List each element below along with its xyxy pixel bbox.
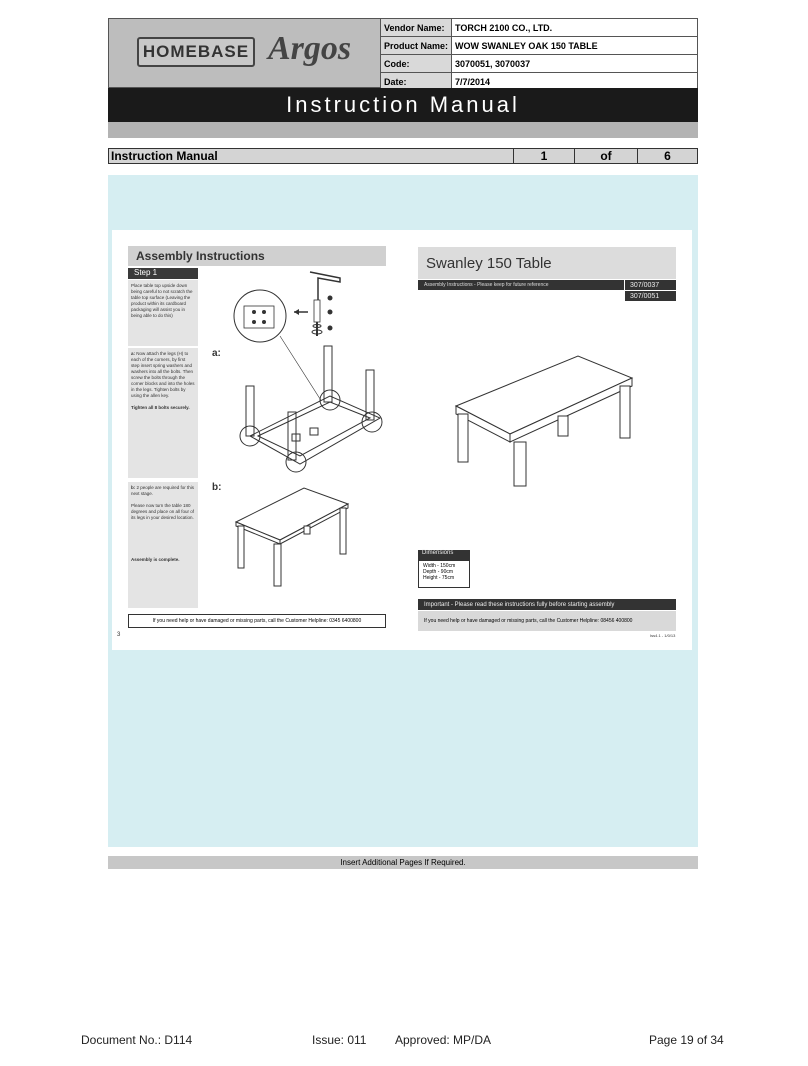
step-a-head: a: (131, 351, 136, 356)
table-illustration-large (450, 350, 640, 490)
table-upright-small (236, 488, 348, 586)
dimension-width: Width - 150cm (423, 563, 456, 569)
code-box-2: 307/0051 (625, 291, 676, 301)
code-label: Code: (381, 55, 452, 73)
page-row (108, 148, 698, 164)
allen-key (310, 272, 340, 300)
product-label: Product Name: (381, 37, 452, 55)
dimensions-box (418, 560, 470, 588)
important-strip: Important - Please read these instructions fully before starting assembly (418, 599, 676, 610)
insert-note: Insert Additional Pages If Required. (108, 856, 698, 869)
step-b-label: b: (212, 482, 222, 493)
date-label: Date: (381, 73, 452, 91)
product-title: Swanley 150 Table (418, 247, 676, 279)
banner-title: Instruction Manual (108, 88, 698, 122)
page-row-of: of (575, 149, 638, 164)
footer-doc-no: Document No.: D114 (81, 1033, 193, 1047)
assembly-illustration (200, 266, 386, 608)
step-text: Place table top upside down being careful to not scratch the table top surface (Leaving the product within its cardboard packaging will assist you in being able to do this) (131, 283, 193, 318)
vendor-label: Vendor Name: (381, 19, 452, 37)
argos-logo: Argos (268, 30, 352, 67)
helpline-right: If you need help or have damaged or missing parts, call the Customer Helpline: 08456 400800 (418, 611, 676, 631)
step-a-label: a: (212, 348, 221, 359)
grey-strip (108, 122, 698, 138)
date-value: 7/7/2014 (452, 73, 698, 91)
step-a-box (128, 348, 198, 478)
page-row-page: 1 (514, 149, 575, 164)
step-b-head: b: (131, 485, 136, 490)
footer-page: Page 19 of 34 (649, 1033, 724, 1047)
footer-issue: Issue: 011 (312, 1033, 367, 1047)
step-label: Step 1 (128, 268, 198, 279)
footer-approved: Approved: MP/DA (395, 1033, 492, 1047)
assembly-complete: Assembly is complete. (131, 557, 180, 562)
sheet-page-number: 3 (117, 632, 121, 638)
detail-magnifier (234, 290, 286, 342)
sheet-issue-small: Iss4.1 - 1/0/13 (650, 633, 676, 638)
code-value: 3070051, 3070037 (452, 55, 698, 73)
step-b-box (128, 482, 198, 608)
step-text-box (128, 280, 198, 346)
assembly-title: Assembly Instructions (128, 246, 386, 266)
dimension-height: Height - 75cm (423, 575, 455, 581)
code-box-1: 307/0037 (625, 280, 676, 290)
table-upside-down (240, 346, 382, 472)
assembly-strip: Assembly Instructions - Please keep for future reference (418, 280, 624, 290)
dimensions-header: Dimensions (418, 550, 470, 560)
step-b-text2: Please now turn the table 180 degrees and place on all four of its legs in your desired location. (131, 503, 195, 520)
helpline-left: If you need help or have damaged or missing parts, call the Customer Helpline: 0345 6400800 (128, 614, 386, 628)
vendor-table (380, 18, 698, 91)
step-b-text: 2 people are required for this next stage. (131, 485, 195, 496)
page-row-total: 6 (638, 149, 698, 164)
homebase-logo: HOMEBASE (137, 37, 255, 67)
page-row-label: Instruction Manual (109, 149, 514, 164)
dimension-depth: Depth - 90cm (423, 569, 454, 575)
step-a-text: Now attach the legs (H) to each of the corners, by first step insert spring washers and washers into all the bolts. Then screw the bolts through the corner blocks and into the holes in the legs. Tighten bolts by using the allen key. (131, 351, 195, 398)
product-value: WOW SWANLEY OAK 150 TABLE (452, 37, 698, 55)
step-a-tighten: Tighten all 8 bolts securely. (131, 405, 190, 410)
vendor-value: TORCH 2100 CO., LTD. (452, 19, 698, 37)
